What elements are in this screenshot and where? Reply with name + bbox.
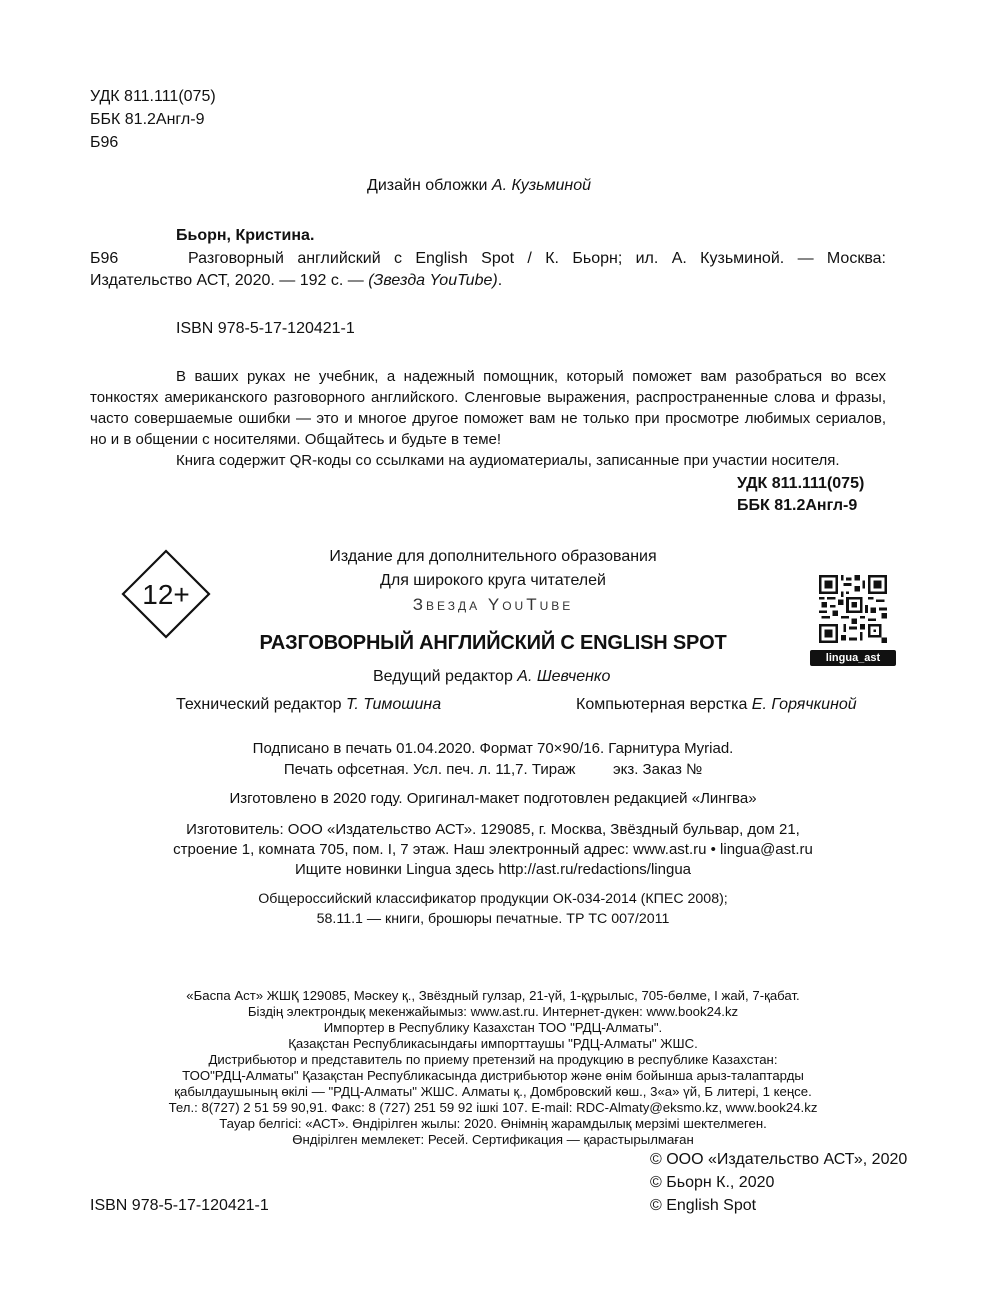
kazakh-line: «Баспа Аст» ЖШҚ 129085, Мәскеу қ., Звёздный гулзар, 21-үй, 1-құрылыс, 705-бөлме, I жай, 7-қабат.: [186, 988, 800, 1003]
cover-design-credit: [367, 175, 591, 197]
udk-code: УДК 811.111(075): [90, 88, 216, 105]
copyright-line: © Бьорн К., 2020: [650, 1174, 775, 1191]
maker-line-1: Изготовитель: ООО «Издательство АСТ». 129085, г. Москва, Звёздный бульвар, дом 21,: [186, 821, 800, 838]
tech-editor-label: Технический редактор: [176, 696, 346, 713]
lead-editor-credit: [373, 666, 610, 688]
kazakh-line: Тауар белгісі: «АСТ». Өндірілген жылы: 2020. Өнімнің жарамдылық мерзімі шектелмеген.: [219, 1116, 767, 1131]
book-title: РАЗГОВОРНЫЙ АНГЛИЙСКИЙ С ENGLISH SPOT: [259, 632, 727, 654]
kazakh-line: Импортер в Республику Казахстан ТОО "РДЦ-Алматы".: [323, 1020, 663, 1035]
biblio-line-1: Разговорный английский с English Spot / К. Бьорн; ил. А. Кузьминой. — Москва:: [188, 250, 886, 267]
kazakh-line: Біздің электрондық мекенжайымыз: www.ast.ru. Интернет-дүкен: www.book24.kz: [247, 1004, 739, 1019]
made-line: Изготовлено в 2020 году. Оригинал-макет подготовлен редакцией «Лингва»: [229, 790, 757, 807]
bbk-code-bold: ББК 81.2Англ-9: [737, 497, 858, 514]
kazakh-line: Қазақстан Республикасындағы импорттаушы "РДЦ-Алматы" ЖШС.: [288, 1036, 698, 1051]
isbn-top: ISBN 978-5-17-120421-1: [176, 320, 355, 337]
kazakh-line: ТОО"РДЦ-Алматы" Қазақстан Республикасында дистрибьютор және өнім бойынша арыз-талаптарды: [182, 1068, 804, 1083]
cover-design-label: Дизайн обложки: [367, 177, 492, 194]
print-details-1: Подписано в печать 01.04.2020. Формат 70×90/16. Гарнитура Myriad.: [252, 740, 734, 757]
copyright-line: © English Spot: [650, 1197, 757, 1214]
kazakh-line: қабылдаушының өкілі — "РДЦ-Алматы" ЖШС. Алматы қ., Домбровский көш., 3«а» үй, Б литері, 1 кеңсе.: [174, 1084, 812, 1099]
edition-type: Издание для дополнительного образования: [329, 548, 657, 565]
lead-editor-label: Ведущий редактор: [373, 668, 518, 685]
maker-line-3: Ищите новинки Lingua здесь http://ast.ru/redactions/lingua: [294, 861, 692, 878]
print-details-2: Печать офсетная. Усл. печ. л. 11,7. Тираж экз. Заказ №: [283, 761, 703, 778]
classifier-line-1: Общероссийский классификатор продукции ОК-034-2014 (КПЕС 2008);: [258, 891, 728, 907]
copyright-line: © ООО «Издательство АСТ», 2020: [650, 1151, 908, 1168]
kazakh-line: Дистрибьютор и представитель по приему претензий на продукцию в республике Казахстан:: [208, 1052, 778, 1067]
kazakh-line: Тел.: 8(727) 2 51 59 90,91. Факс: 8 (727) 251 59 92 ішкі 107. E-mail: RDC-Almaty@eksmo.kz, www.book24.kz: [168, 1100, 818, 1115]
annotation-paragraph-1: В ваших руках не учебник, а надежный помощник, который поможет вам разобраться во всех тонкостях американского разговорного английского. Сленговые выражения, распространенные слова и фразы, часто совершаемые ошибки — это и многое другое поможет вам не только при просмотре любимых сериалов, но и в общении с носителями. Общайтесь и будьте в теме!: [90, 368, 886, 448]
lead-editor-name: А. Шевченко: [517, 668, 611, 685]
tech-editor-name: Т. Тимошина: [346, 696, 442, 713]
layout-label: Компьютерная верстка: [576, 696, 752, 713]
isbn-bottom: ISBN 978-5-17-120421-1: [90, 1197, 269, 1214]
age-rating-text: 12+: [142, 579, 190, 610]
classifier-line-2: 58.11.1 — книги, брошюры печатные. ТР ТС 007/2011: [316, 911, 670, 927]
kazakh-line: Өндірілген мемлекет: Ресей. Сертификация — қарастырылмаған: [292, 1132, 694, 1147]
maker-line-2: строение 1, комната 705, пом. I, 7 этаж. Наш электронный адрес: www.ast.ru • lingua@ast.ru: [173, 841, 813, 858]
biblio-line-2: [90, 270, 502, 292]
publisher-info: Издательство АСТ, 2020. — 192 с. —: [90, 272, 369, 289]
qr-label: lingua_ast: [810, 650, 896, 666]
bbk-code: ББК 81.2Англ-9: [90, 111, 205, 128]
biblio-code: Б96: [90, 250, 119, 267]
qr-code-icon[interactable]: [819, 575, 887, 643]
udk-code-bold: УДК 811.111(075): [737, 475, 865, 492]
audience: Для широкого круга читателей: [380, 572, 606, 589]
annotation-paragraph-2: Книга содержит QR-коды со ссылками на аудиоматериалы, записанные при участии носителя.: [176, 452, 840, 469]
author-mark: Б96: [90, 134, 119, 151]
layout-name: Е. Горячкиной: [751, 696, 857, 713]
biblio-end: .: [497, 272, 503, 289]
tech-editor-credit: [176, 694, 441, 716]
cover-designer-name: А. Кузьминой: [491, 177, 592, 194]
series-name: (Звезда YouTube): [368, 272, 498, 289]
layout-credit: [576, 694, 857, 716]
series-logo: Звезда YouTube: [412, 595, 574, 614]
author-heading: Бьорн, Кристина.: [176, 227, 315, 244]
